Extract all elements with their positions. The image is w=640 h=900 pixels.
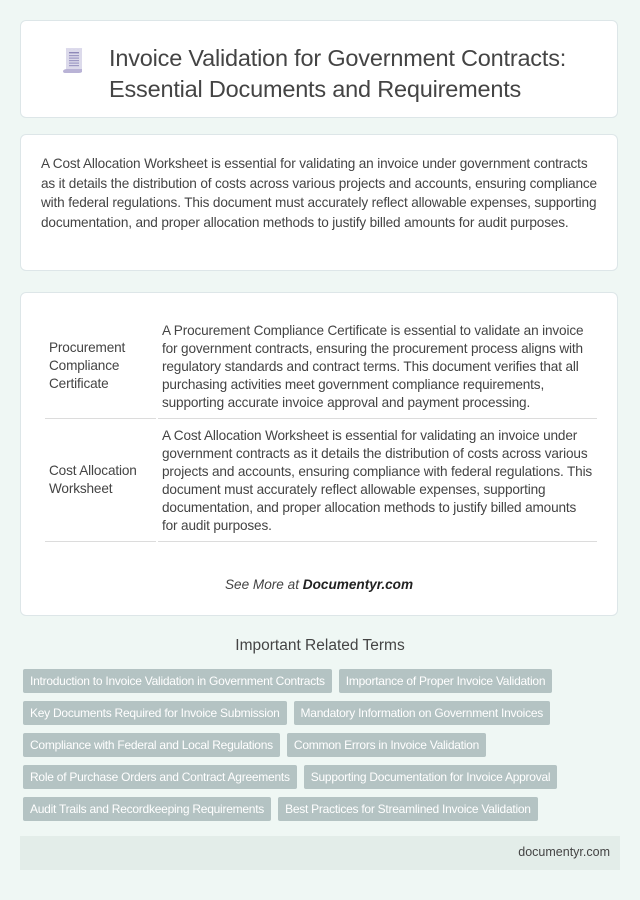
footer-site[interactable]: documentyr.com — [518, 845, 610, 859]
summary-card — [20, 134, 618, 271]
see-more-link[interactable]: Documentyr.com — [302, 577, 414, 592]
document-icon — [63, 48, 85, 74]
related-terms-list — [23, 669, 613, 821]
document-name: Procurement Compliance Certificate — [45, 314, 156, 419]
related-term-tag[interactable]: Mandatory Information on Government Invoices — [294, 701, 550, 725]
see-more — [21, 577, 617, 592]
related-term-tag[interactable]: Compliance with Federal and Local Regulations — [23, 733, 280, 757]
related-term-tag[interactable]: Introduction to Invoice Validation in Government Contracts — [23, 669, 332, 693]
see-more-prefix: See More at — [224, 577, 303, 592]
summary-text: A Cost Allocation Worksheet is essential for validating an invoice under government contracts as it details the distribution of costs across various projects and accounts, ensuring compliance with federal regulations. This document must accurately reflect allowable expenses, supporting documentation, and proper allocation methods to justify billed amounts for audit purposes. — [41, 156, 597, 230]
related-term-tag[interactable]: Best Practices for Streamlined Invoice Validation — [278, 797, 538, 821]
related-term-tag[interactable]: Importance of Proper Invoice Validation — [339, 669, 552, 693]
related-term-tag[interactable]: Supporting Documentation for Invoice Approval — [304, 765, 558, 789]
header-card — [20, 20, 618, 118]
related-term-tag[interactable]: Key Documents Required for Invoice Submission — [23, 701, 287, 725]
related-term-tag[interactable]: Audit Trails and Recordkeeping Requirements — [23, 797, 271, 821]
page-title: Invoice Validation for Government Contracts: Essential Documents and Requirements — [109, 45, 567, 102]
related-term-tag[interactable]: Role of Purchase Orders and Contract Agreements — [23, 765, 297, 789]
document-name: Cost Allocation Worksheet — [45, 419, 156, 542]
documents-card — [20, 292, 618, 616]
document-description: A Cost Allocation Worksheet is essential for validating an invoice under government contracts as it details the distribution of costs across various projects and accounts, ensuring compliance with federal regulations. This document must accurately reflect allowable expenses, supporting documentation, and proper allocation methods to justify billed amounts for audit purposes. — [158, 419, 597, 542]
related-terms-title: Important Related Terms — [235, 637, 405, 654]
footer — [20, 836, 620, 870]
table-row — [45, 314, 597, 419]
documents-table — [43, 314, 599, 542]
related-term-tag[interactable]: Common Errors in Invoice Validation — [287, 733, 486, 757]
document-description: A Procurement Compliance Certificate is essential to validate an invoice for government contracts, ensuring the procurement process aligns with regulatory standards and contract terms. This document verifies that all purchasing activities meet government compliance requirements, supporting accurate invoice approval and payment processing. — [158, 314, 597, 419]
table-row — [45, 419, 597, 542]
